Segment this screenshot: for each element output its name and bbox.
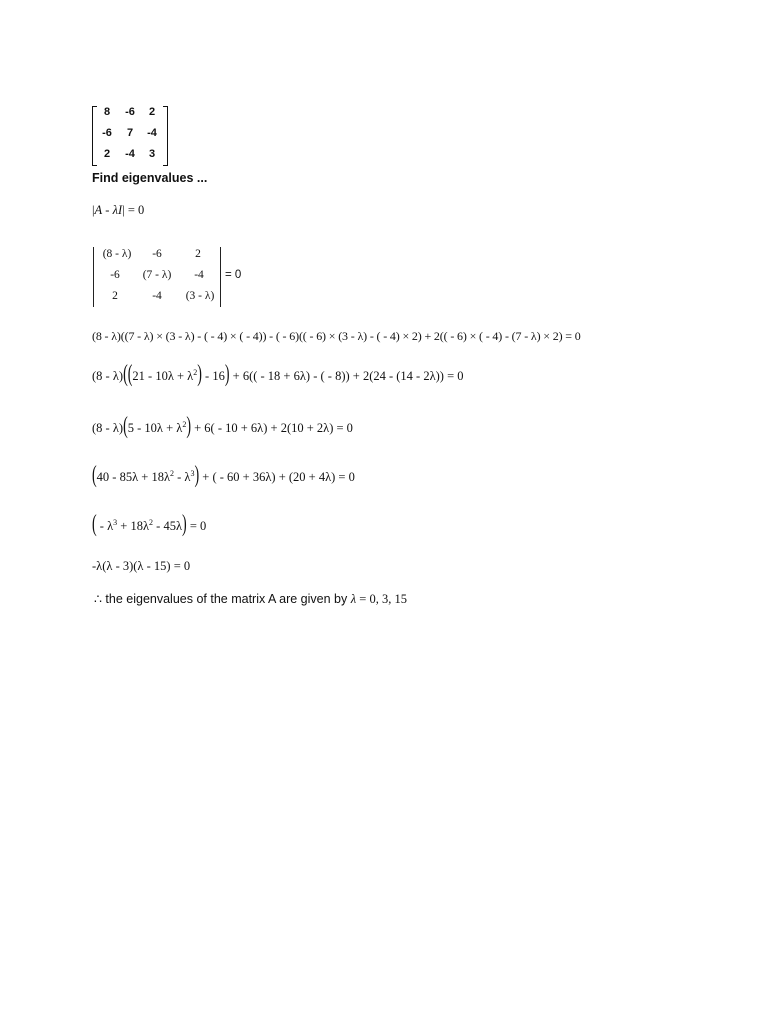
conclusion <box>94 591 407 607</box>
exponent: 3 <box>190 469 195 478</box>
heading: Find eigenvalues ... <box>92 171 208 185</box>
term: 40 - 85λ + 18λ <box>96 470 171 484</box>
symbol-lambda: λ <box>112 203 118 217</box>
term: - λ <box>174 470 191 484</box>
det-cell: -6 <box>152 248 162 260</box>
det-bar-left <box>93 247 94 307</box>
term: 21 - 10λ + λ <box>132 369 194 383</box>
expansion-step-1: (8 - λ)((7 - λ) × (3 - λ) - ( - 4) × ( - 4)) - ( - 6)(( - 6) × (3 - λ) - ( - 4) × 2) + 2(( - 6) × ( - 4) - (7 - λ) × 2) = 0 <box>92 329 581 343</box>
exponent: 2 <box>149 518 154 527</box>
symbol-a: A <box>94 203 103 217</box>
matrix-cell: -6 <box>102 127 112 139</box>
det-cell: 2 <box>112 290 118 302</box>
matrix-cell: -4 <box>125 148 135 160</box>
tall-paren: ) <box>224 362 230 388</box>
exponent: 2 <box>182 420 187 429</box>
det-cell: 2 <box>195 248 201 260</box>
expansion-step-3 <box>92 414 353 440</box>
expansion-step-5 <box>92 512 207 538</box>
term: (8 - λ) <box>92 369 124 383</box>
term: - 45λ <box>153 519 183 533</box>
abs-bar-left: | <box>92 203 95 217</box>
therefore-symbol: ∴ <box>94 592 102 606</box>
term: + 18λ <box>117 519 150 533</box>
det-cell: (3 - λ) <box>185 290 215 302</box>
matrix-cell: 3 <box>148 148 156 160</box>
matrix-cell: -4 <box>147 127 157 139</box>
right-bracket <box>163 106 168 166</box>
term: - 16 <box>201 369 225 383</box>
tall-paren: ( <box>92 463 97 489</box>
matrix-cell: -6 <box>125 106 135 118</box>
det-cell: -6 <box>110 269 120 281</box>
tall-paren: ) <box>197 362 202 388</box>
tall-paren: ) <box>186 414 191 440</box>
expansion-step-4 <box>92 463 355 489</box>
tall-paren: ( <box>92 512 97 538</box>
conclusion-text: the eigenvalues of the matrix A are given by <box>101 592 351 606</box>
matrix-cell: 2 <box>148 106 156 118</box>
factored-equation: -λ(λ - 3)(λ - 15) = 0 <box>92 559 191 573</box>
matrix-a <box>92 104 168 166</box>
term: = 0 <box>186 519 207 533</box>
equals-zero: = 0 <box>124 203 145 217</box>
expansion-step-2 <box>92 362 464 388</box>
exponent: 3 <box>113 518 118 527</box>
determinant-matrix <box>92 247 262 309</box>
term: + ( - 60 + 36λ) + (20 + 4λ) = 0 <box>199 470 355 484</box>
term: - λ <box>96 519 114 533</box>
det-cell: (8 - λ) <box>102 248 132 260</box>
matrix-cell: 8 <box>103 106 111 118</box>
symbol-i: I <box>118 203 123 217</box>
det-equals-zero: = 0 <box>225 269 242 281</box>
term: 5 - 10λ + λ <box>127 421 183 435</box>
det-cell: -4 <box>194 269 204 281</box>
eigenvalues-list: = 0, 3, 15 <box>356 592 407 606</box>
exponent: 2 <box>170 469 175 478</box>
tall-paren: ( <box>123 414 128 440</box>
minus: - <box>102 203 113 217</box>
tall-paren: ) <box>194 463 200 489</box>
term: (8 - λ) <box>92 421 124 435</box>
symbol-lambda: λ <box>350 592 357 606</box>
det-cell: (7 - λ) <box>142 269 172 281</box>
characteristic-equation <box>92 203 144 218</box>
matrix-cell: 2 <box>103 148 111 160</box>
matrix-cell: 7 <box>126 127 134 139</box>
term: + 6( - 10 + 6λ) + 2(10 + 2λ) = 0 <box>191 421 353 435</box>
tall-paren: ( <box>123 362 128 388</box>
det-bar-right <box>220 247 221 307</box>
tall-paren: ( <box>127 362 133 388</box>
term: + 6(( - 18 + 6λ) - ( - 8)) + 2(24 - (14 - 2λ)) = 0 <box>229 369 464 383</box>
tall-paren: ) <box>182 512 187 538</box>
exponent: 2 <box>193 368 198 377</box>
det-cell: -4 <box>152 290 162 302</box>
abs-bar-right: | <box>122 203 125 217</box>
